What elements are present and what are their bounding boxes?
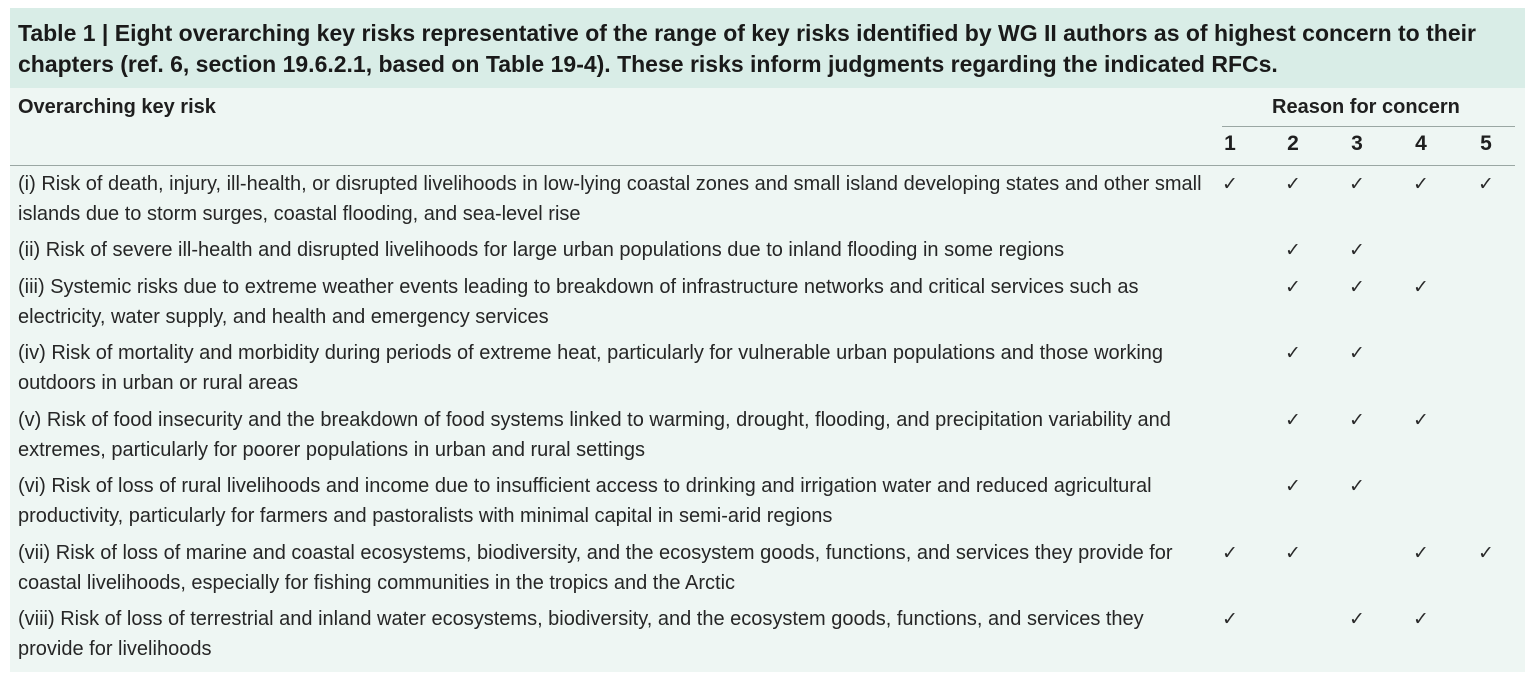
check-icon: ✓	[1285, 173, 1301, 195]
risk-description: (v) Risk of food insecurity and the breakdown of food systems linked to warming, drought, flooding, and precipitation variability and extremes, particularly for poorer populations in urban and rural settings	[18, 409, 1171, 461]
check-icon: ✓	[1285, 342, 1301, 364]
check-icon: ✓	[1285, 276, 1301, 298]
check-icon: ✓	[1349, 475, 1365, 497]
risk-description: (ii) Risk of severe ill-health and disrupted livelihoods for large urban populations due to inland flooding in some regions	[18, 239, 1065, 261]
check-icon: ✓	[1349, 608, 1365, 630]
check-icon: ✓	[1349, 342, 1365, 364]
rfc-column-4: 4	[1415, 132, 1427, 155]
rfc-column-5: 5	[1480, 132, 1492, 155]
check-icon: ✓	[1413, 173, 1429, 195]
check-icon: ✓	[1349, 239, 1365, 261]
check-icon: ✓	[1413, 608, 1429, 630]
check-icon: ✓	[1285, 239, 1301, 261]
check-icon: ✓	[1222, 173, 1238, 195]
rfc-column-2: 2	[1287, 132, 1299, 155]
risk-description: (viii) Risk of loss of terrestrial and inland water ecosystems, biodiversity, and the ecosystem goods, functions, and services they provide for livelihoods	[18, 608, 1144, 660]
risk-description: (iii) Systemic risks due to extreme weather events leading to breakdown of infrastructure networks and critical services such as electricity, water supply, and health and emergency services	[18, 276, 1139, 328]
check-icon: ✓	[1285, 409, 1301, 431]
check-icon: ✓	[1349, 276, 1365, 298]
check-icon: ✓	[1222, 608, 1238, 630]
risk-description: (vii) Risk of loss of marine and coastal ecosystems, biodiversity, and the ecosystem goods, functions, and services they provide for coastal livelihoods, especially for fishing communities in the tropics and the Arctic	[18, 542, 1173, 594]
header-divider-rfc	[1222, 126, 1515, 127]
rfc-column-3: 3	[1351, 132, 1363, 155]
check-icon: ✓	[1413, 276, 1429, 298]
header-divider	[10, 165, 1515, 166]
check-icon: ✓	[1478, 542, 1494, 564]
check-icon: ✓	[1413, 542, 1429, 564]
column-header-reason-for-concern: Reason for concern	[1272, 96, 1460, 118]
risk-description: (iv) Risk of mortality and morbidity during periods of extreme heat, particularly for vulnerable urban populations and those working outdoors in urban or rural areas	[18, 342, 1164, 394]
table-caption	[10, 8, 1525, 88]
column-header-risk: Overarching key risk	[18, 96, 216, 118]
check-icon: ✓	[1349, 409, 1365, 431]
risk-description: (vi) Risk of loss of rural livelihoods and income due to insufficient access to drinking and irrigation water and reduced agricultural productivity, particularly for farmers and pastoralists with minimal capital in semi-arid regions	[18, 475, 1152, 527]
check-icon: ✓	[1478, 173, 1494, 195]
rfc-column-1: 1	[1224, 132, 1236, 155]
check-icon: ✓	[1285, 542, 1301, 564]
table-panel	[10, 8, 1525, 672]
check-icon: ✓	[1222, 542, 1238, 564]
risk-description: (i) Risk of death, injury, ill-health, or disrupted livelihoods in low-lying coastal zones and small island developing states and other small islands due to storm surges, coastal flooding, and sea-level rise	[18, 173, 1202, 225]
check-icon: ✓	[1349, 173, 1365, 195]
caption-text: Table 1 | Eight overarching key risks representative of the range of key risks identified by WG II authors as of highest concern to their chapters (ref. 6, section 19.6.2.1, based on Table 19-4). These risks inform judgments regarding the indicated RFCs.	[18, 20, 1476, 77]
check-icon: ✓	[1285, 475, 1301, 497]
check-icon: ✓	[1413, 409, 1429, 431]
